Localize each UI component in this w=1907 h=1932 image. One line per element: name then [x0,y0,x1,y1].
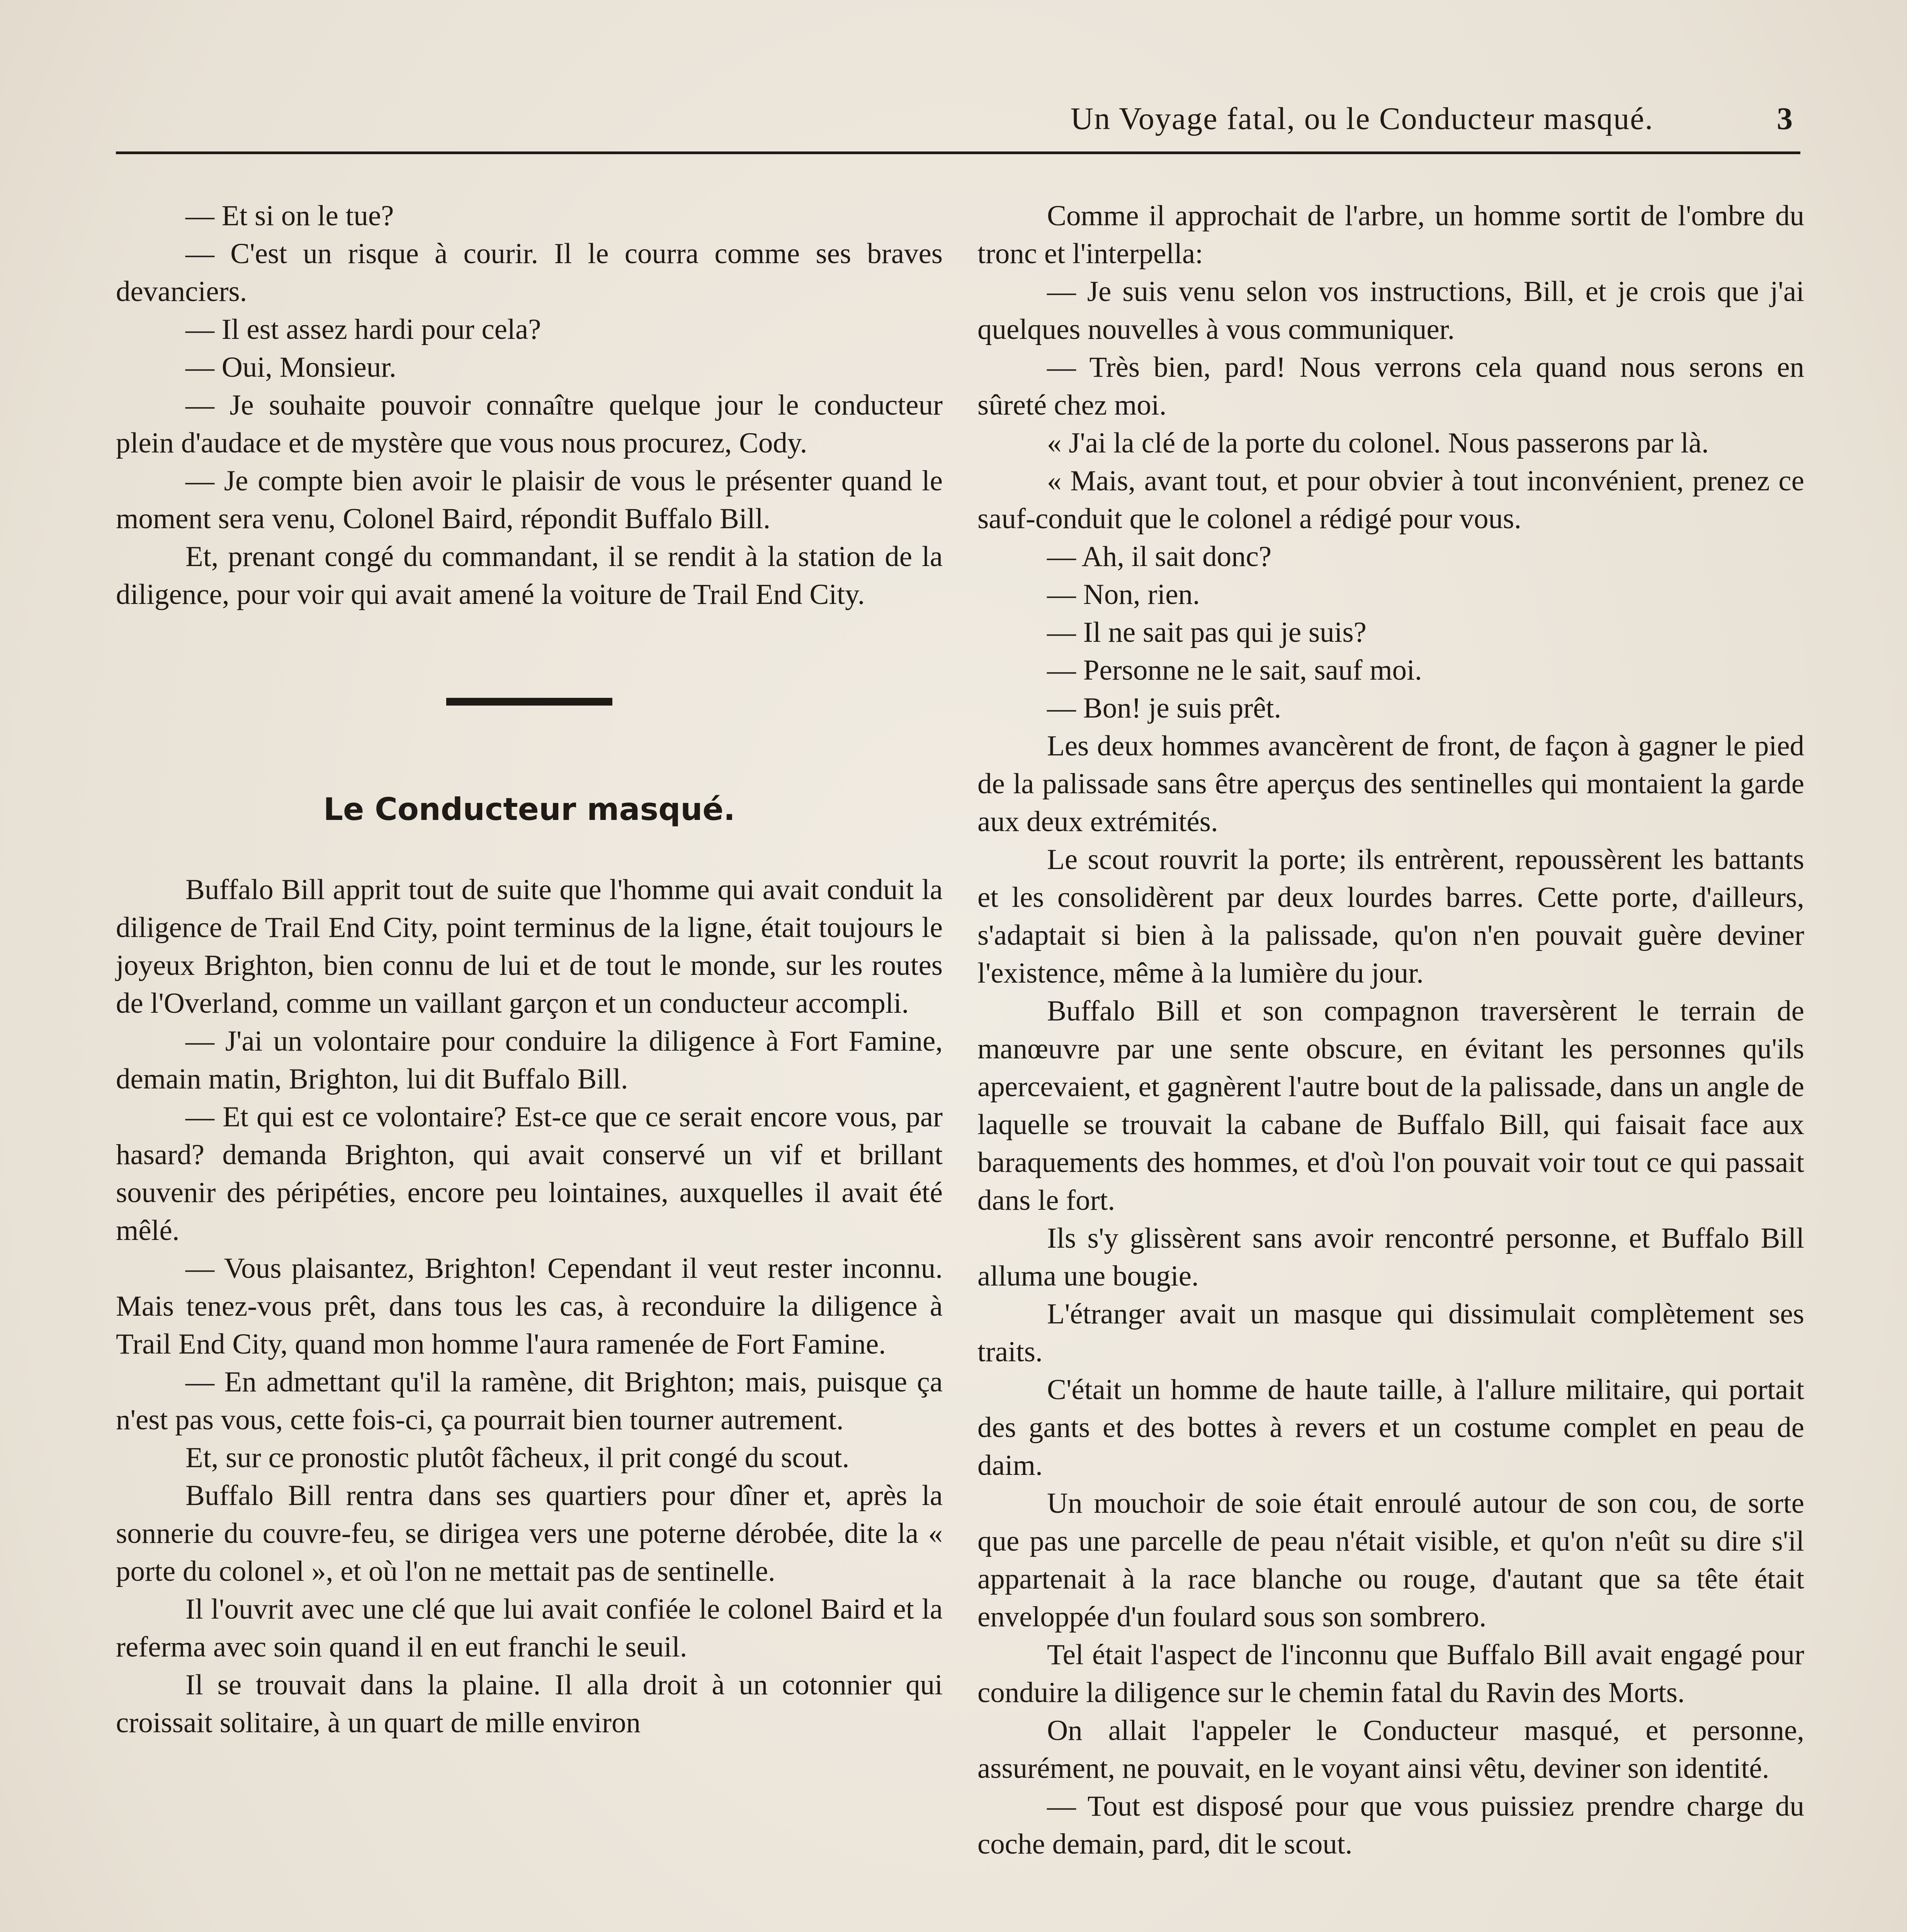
paragraph: Buffalo Bill et son compagnon traversèrent le terrain de manœuvre par une sente obscure, en évitant les personnes qu'ils apercevaient, et gagnèrent l'autre bout de la palissade, dans un angle de laquelle se trouvait la cabane de Buffalo Bill, qui faisait face aux baraquements des hommes, et d'où l'on pouvait voir tout ce qui passait dans le fort. [977,995,1804,1216]
paragraph: — Il ne sait pas qui je suis? [1047,616,1367,648]
paragraph: « Mais, avant tout, et pour obvier à tout inconvénient, prenez ce sauf-conduit que le colonel a rédigé pour vous. [977,465,1804,535]
paragraph: — Je souhaite pouvoir connaître quelque jour le conducteur plein d'audace et de mystère que vous nous procurez, Cody. [116,389,943,459]
paragraph: C'était un homme de haute taille, à l'allure militaire, qui portait des gants et des bottes à revers et un costume complet en peau de daim. [977,1374,1804,1481]
paragraph: — Non, rien. [1047,578,1200,611]
paragraph: Buffalo Bill rentra dans ses quartiers pour dîner et, après la sonnerie du couvre-feu, se dirigea vers une poterne dérobée, dite la « porte du colonel », et où l'on ne mettait pas de sentinelle. [116,1480,943,1587]
paragraph: L'étranger avait un masque qui dissimulait complètement ses traits. [977,1298,1804,1368]
paragraph: On allait l'appeler le Conducteur masqué, et personne, assurément, ne pouvait, en le voyant ainsi vêtu, deviner son identité. [977,1714,1804,1784]
paragraph: — Je suis venu selon vos instructions, Bill, et je crois que j'ai quelques nouvelles à vous communiquer. [977,276,1804,345]
paragraph: — Je compte bien avoir le plaisir de vous le présenter quand le moment sera venu, Colonel Baird, répondit Buffalo Bill. [116,465,943,535]
paragraph: Un mouchoir de soie était enroulé autour de son cou, de sorte que pas une parcelle de peau n'était visible, et qu'on n'eût su dire s'il appartenait à la race blanche ou rouge, d'autant que sa tête était enveloppée d'un foulard sous son sombrero. [977,1487,1804,1633]
left-column [116,197,943,1742]
paragraph: — Vous plaisantez, Brighton! Cependant il veut rester inconnu. Mais tenez-vous prêt, dans tous les cas, à reconduire la diligence à Trail End City, quand mon homme l'aura ramenée de Fort Famine. [116,1252,943,1360]
paragraph: — Tout est disposé pour que vous puissiez prendre charge du coche demain, pard, dit le scout. [977,1790,1804,1860]
paragraph: « J'ai la clé de la porte du colonel. Nous passerons par là. [1047,427,1709,459]
paragraph: Ils s'y glissèrent sans avoir rencontré personne, et Buffalo Bill alluma une bougie. [977,1222,1804,1292]
paragraph: Buffalo Bill apprit tout de suite que l'homme qui avait conduit la diligence de Trail End City, point terminus de la ligne, était toujours le joyeux Brighton, bien connu de lui et de tout le monde, sur les routes de l'Overland, comme un vaillant garçon et un conducteur accompli. [116,874,943,1019]
page-number: 3 [1777,101,1793,136]
paragraph: Le scout rouvrit la porte; ils entrèrent, repoussèrent les battants et les consolidèrent par deux lourdes barres. Cette porte, d'ailleurs, s'adaptait si bien à la palissade, qu'on n'en pouvait guère deviner l'existence, même à la lumière du jour. [977,844,1804,989]
paragraph: Tel était l'aspect de l'inconnu que Buffalo Bill avait engagé pour conduire la diligence sur le chemin fatal du Ravin des Morts. [977,1639,1804,1709]
paragraph: — En admettant qu'il la ramène, dit Brighton; mais, puisque ça n'est pas vous, cette fois-ci, ça pourrait bien tourner autrement. [116,1366,943,1436]
paragraph: — J'ai un volontaire pour conduire la diligence à Fort Famine, demain matin, Brighton, lui dit Buffalo Bill. [116,1025,943,1095]
paragraph: — Il est assez hardi pour cela? [185,313,541,345]
paragraph: — Ah, il sait donc? [1047,541,1272,573]
paragraph: Les deux hommes avancèrent de front, de façon à gagner le pied de la palissade sans être aperçus des sentinelles qui montaient la garde aux deux extrémités. [977,730,1804,838]
paragraph: — Et qui est ce volontaire? Est-ce que ce serait encore vous, par hasard? demanda Brighton, qui avait conservé un vif et brillant souvenir des péripéties, encore peu lointaines, auxquelles il avait été mêlé. [116,1101,943,1247]
paragraph: — Et si on le tue? [185,200,394,232]
running-header [116,93,1793,139]
paragraph: Il se trouvait dans la plaine. Il alla droit à un cotonnier qui croissait solitaire, à un quart de mille environ [116,1669,943,1739]
paragraph: Il l'ouvrit avec une clé que lui avait confiée le colonel Baird et la referma avec soin quand il en eut franchi le seuil. [116,1593,943,1663]
paragraph: — C'est un risque à courir. Il le courra comme ses braves devanciers. [116,238,943,308]
paragraph: Et, sur ce pronostic plutôt fâcheux, il prit congé du scout. [185,1442,850,1474]
section-heading: Le Conducteur masqué. [323,791,735,827]
paragraph: — Bon! je suis prêt. [1047,692,1282,724]
paragraph: Et, prenant congé du commandant, il se rendit à la station de la diligence, pour voir qui avait amené la voiture de Trail End City. [116,541,943,611]
header-rule [116,151,1800,154]
paragraph: Comme il approchait de l'arbre, un homme sortit de l'ombre du tronc et l'interpella: [977,200,1804,270]
paragraph: — Oui, Monsieur. [185,351,396,383]
running-title: Un Voyage fatal, ou le Conducteur masqué. [1070,101,1654,136]
section-divider [446,698,612,706]
paragraph: — Très bien, pard! Nous verrons cela quand nous serons en sûreté chez moi. [977,351,1804,421]
paragraph: — Personne ne le sait, sauf moi. [1047,654,1422,686]
right-column [977,197,1804,1863]
